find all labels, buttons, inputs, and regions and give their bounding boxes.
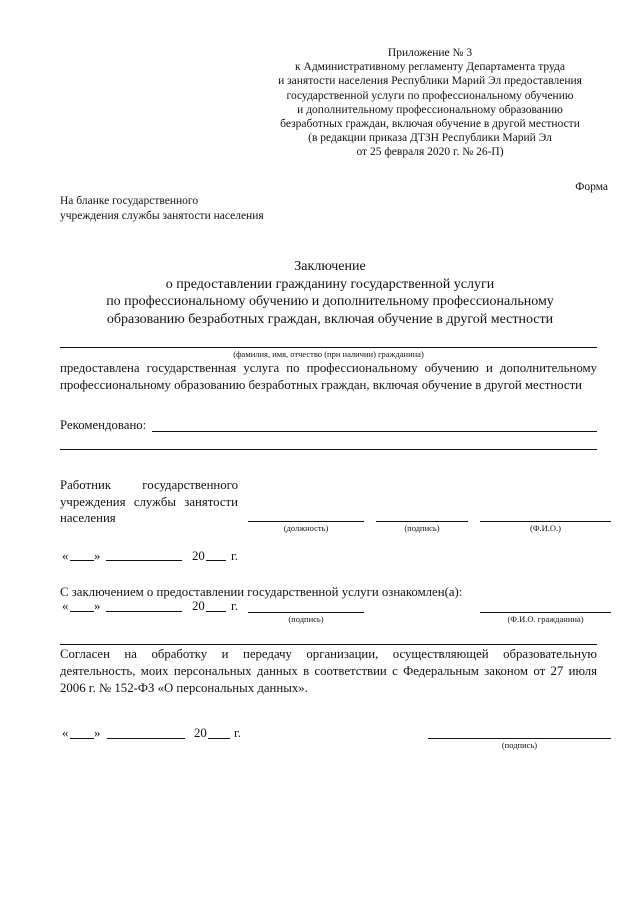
letterhead-line: На бланке государственного	[60, 195, 199, 207]
year-suffix: г.	[231, 599, 239, 613]
citizen-name-field[interactable]	[60, 347, 597, 348]
appendix-line: безработных граждан, включая обучение в другой местности	[280, 118, 580, 131]
name-caption: (Ф.И.О.)	[529, 523, 562, 533]
appendix-line: и занятости населения Республики Марий Эл предоставления	[278, 75, 582, 88]
consent-separator	[60, 644, 597, 645]
position-caption: (должность)	[283, 523, 329, 533]
recommended-label: Рекомендовано:	[60, 418, 147, 432]
year-field[interactable]	[206, 611, 226, 612]
year-suffix: г.	[231, 549, 239, 563]
consent-text	[60, 646, 597, 680]
form-label: Форма	[575, 181, 608, 193]
appendix-line: от 25 февраля 2020 г. № 26-П)	[356, 146, 504, 159]
citizen-name-caption-2: (Ф.И.О. гражданина)	[507, 614, 584, 624]
close-quote: »	[94, 549, 101, 563]
service-provided-text-2	[60, 377, 597, 394]
month-field[interactable]	[107, 738, 185, 739]
worker-label	[60, 477, 238, 511]
recommended-field[interactable]	[152, 431, 597, 432]
acquainted-text: С заключением о предоставлении государственной услуги ознакомлен(а):	[60, 585, 463, 599]
open-quote: «	[62, 599, 69, 613]
signature-caption: (подпись)	[404, 523, 440, 533]
year-field[interactable]	[208, 738, 230, 739]
document-title	[60, 258, 600, 328]
citizen-fullname-field[interactable]	[480, 612, 611, 613]
consent-signature-field[interactable]	[428, 738, 611, 739]
appendix-line: (в редакции приказа ДТЗН Республики Марий Эл	[308, 132, 552, 145]
citizen-signature-field[interactable]	[248, 612, 364, 613]
title-line: образованию безработных граждан, включая обучение в другой местности	[106, 311, 554, 327]
year-prefix: 20	[194, 726, 207, 740]
year-prefix: 20	[192, 549, 205, 563]
consent-line: 2006 г. № 152-ФЗ «О персональных данных».	[60, 681, 308, 695]
month-field[interactable]	[106, 560, 182, 561]
close-quote: »	[94, 599, 101, 613]
citizen-name-caption: (фамилия, имя, отчество (при наличии) гражданина)	[233, 349, 424, 359]
close-quote: »	[94, 726, 101, 740]
service-text-line: предоставлена государственная услуга по профессиональному обучению и дополнительному	[60, 361, 597, 375]
open-quote: «	[62, 549, 69, 563]
title-line: по профессиональному обучению и дополнительному профессиональному	[106, 294, 554, 309]
day-field[interactable]	[70, 738, 94, 739]
open-quote: «	[62, 726, 69, 740]
signature-caption: (подпись)	[288, 614, 324, 624]
appendix-line: государственной услуги по профессиональному обучению	[286, 89, 574, 102]
worker-position-field[interactable]	[248, 521, 364, 522]
worker-label-line: Работник государственного	[60, 478, 238, 492]
month-field[interactable]	[106, 611, 182, 612]
appendix-line: к Административному регламенту Департамента труда	[295, 61, 565, 74]
letterhead-line: учреждения службы занятости населения	[60, 209, 264, 222]
service-provided-text	[60, 360, 597, 377]
day-field[interactable]	[70, 611, 94, 612]
consent-line: деятельность, моих персональных данных в соответствии с Федеральным законом от 27 июля	[60, 664, 597, 678]
year-suffix: г.	[234, 726, 242, 740]
year-field[interactable]	[206, 560, 226, 561]
worker-signature-field[interactable]	[376, 521, 468, 522]
year-prefix: 20	[192, 599, 205, 613]
title-line: Заключение	[294, 259, 366, 274]
worker-label-line: населения	[60, 511, 116, 525]
day-field[interactable]	[70, 560, 94, 561]
appendix-line: Приложение № 3	[387, 47, 473, 59]
worker-name-field[interactable]	[480, 521, 611, 522]
recommended-field-2[interactable]	[60, 449, 597, 450]
signature-caption: (подпись)	[501, 740, 538, 750]
service-text-line: профессиональному образованию безработных граждан, включая обучение в другой местности	[60, 378, 583, 392]
worker-label-line: учреждения службы занятости	[60, 495, 238, 509]
title-line: о предоставлении гражданину государственной услуги	[165, 276, 495, 292]
appendix-line: и дополнительному профессиональному образованию	[297, 103, 563, 116]
letterhead-note	[60, 194, 264, 223]
appendix-header	[250, 46, 610, 160]
consent-line: Согласен на обработку и передачу организации, осуществляющей образовательную	[60, 647, 597, 661]
